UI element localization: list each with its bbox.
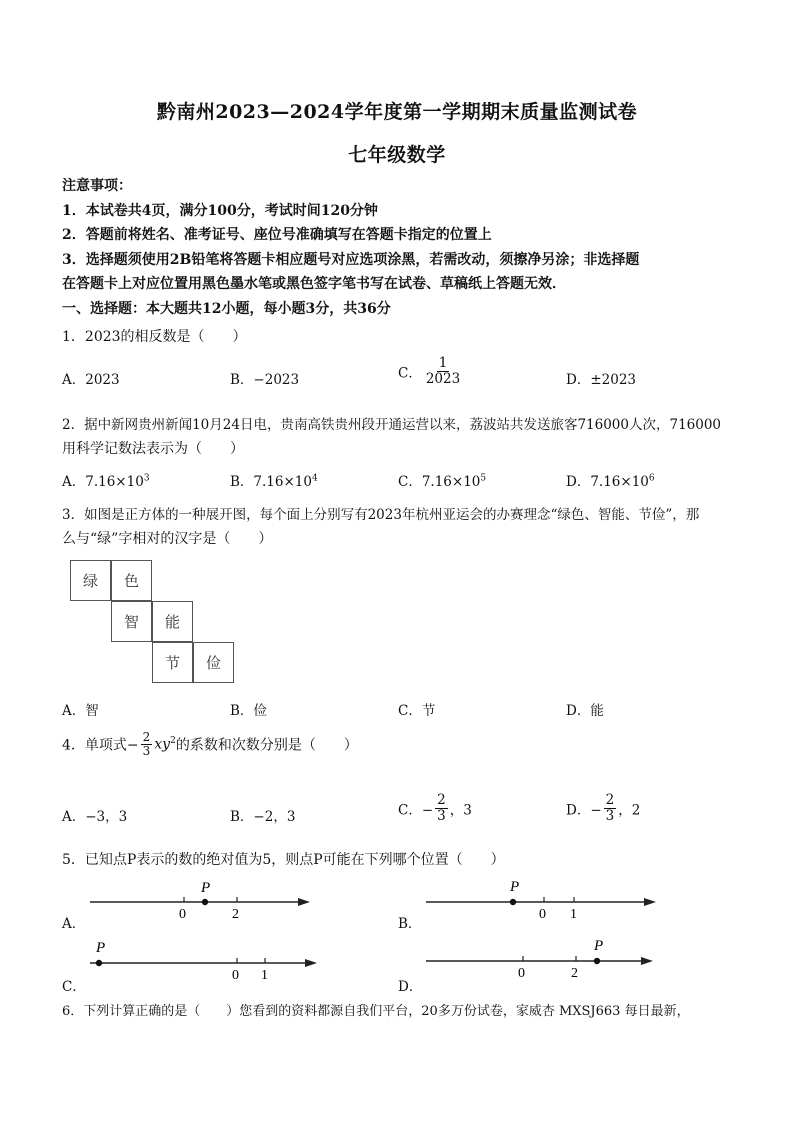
note-item-3-line-1: 3．选择题须使用2B铅笔将答题卡相应题号对应选项涂黑，若需改动，须擦净另涂；非选择题 xyxy=(62,252,640,268)
q3-option-a: A．智 xyxy=(62,703,99,719)
q4-option-d-tail: ，2 xyxy=(618,802,641,819)
q5-b-tick-0: 0 xyxy=(539,907,546,920)
q2-option-c-exponent: 5 xyxy=(480,473,487,484)
q4-stem-denominator: 3 xyxy=(142,744,151,759)
q4-option-c-denominator: 3 xyxy=(437,807,446,824)
q4-stem-fraction xyxy=(141,731,153,758)
note-item-2: 2．答题前将姓名、准考证号、座位号准确填写在答题卡指定的位置上 xyxy=(62,227,492,243)
q4-stem-variable: xy xyxy=(154,736,171,753)
q5-c-tick-1: 1 xyxy=(261,968,268,982)
cube-net-face-2: 色 xyxy=(111,560,152,601)
q3-stem-line-2: 么与“绿”字相对的汉字是（ ） xyxy=(62,531,273,547)
q5-d-tick-0: 0 xyxy=(518,966,525,980)
q2-option-d-exponent: 6 xyxy=(648,473,655,484)
q5-option-c-label: C． xyxy=(62,979,86,995)
q1-option-c-denominator: 2023 xyxy=(425,370,461,387)
section-1-heading: 一、选择题：本大题共12小题，每小题3分，共36分 xyxy=(62,301,391,317)
cube-net-figure xyxy=(70,560,240,686)
q5-option-a-number-line xyxy=(88,876,318,922)
q5-b-point-label: P xyxy=(510,879,520,895)
q3-option-b: B．俭 xyxy=(230,703,267,719)
q5-c-point-p xyxy=(96,960,102,966)
notes-heading: 注意事项： xyxy=(62,178,132,194)
q5-d-point-label: P xyxy=(594,938,604,954)
q5-c-tick-0: 0 xyxy=(232,968,239,982)
q4-option-c-numerator: 2 xyxy=(437,792,446,808)
q4-option-c xyxy=(398,793,472,824)
cube-net-face-6: 俭 xyxy=(193,642,234,683)
note-item-3-line-2: 在答题卡上对应位置用黑色墨水笔或黑色签字笔书写在试卷、草稿纸上答题无效． xyxy=(62,276,566,292)
q1-option-a: A．2023 xyxy=(62,372,120,388)
q2-stem-line-2: 用科学记数法表示为（ ） xyxy=(62,441,244,457)
q3-option-c: C．节 xyxy=(398,703,436,719)
q4-option-b: B．−2，3 xyxy=(230,809,296,825)
q4-stem xyxy=(62,731,358,758)
q5-a-point-p xyxy=(202,899,208,905)
q5-a-tick-0: 0 xyxy=(179,907,186,922)
exam-title: 黔南州2023—2024学年度第一学期期末质量监测试卷 xyxy=(156,101,638,123)
q5-a-point-label: P xyxy=(201,880,211,896)
q1-option-d: D．±2023 xyxy=(566,372,636,388)
q2-option-c-base: C．7.16×10 xyxy=(398,474,481,490)
q1-option-c xyxy=(398,356,464,387)
q2-stem-line-1: 2．据中新网贵州新闻10月24日电，贵南高铁贵州段开通运营以来，荔波站共发送旅客716000人次，716000 xyxy=(62,417,722,433)
cube-net-face-4: 能 xyxy=(152,601,193,642)
q4-option-c-tail: ，3 xyxy=(449,802,472,819)
q4-option-d-denominator: 3 xyxy=(605,807,615,824)
q5-d-point-p xyxy=(594,958,600,964)
q4-option-c-label: C．− xyxy=(398,802,434,819)
q2-option-a-base: A．7.16×10 xyxy=(62,474,144,490)
q6-stem: 6．下列计算正确的是（ ）您看到的资料都源自我们平台，20多万份试卷，家威杏 MXSJ663 每日最新， xyxy=(62,1004,690,1019)
q4-option-a: A．−3，3 xyxy=(62,809,128,825)
q2-option-c xyxy=(398,470,486,490)
q5-option-a-label: A． xyxy=(62,916,86,932)
exam-subtitle: 七年级数学 xyxy=(348,144,446,166)
q4-option-d-fraction xyxy=(604,793,617,824)
q1-option-c-fraction xyxy=(424,356,462,387)
q2-option-a-exponent: 3 xyxy=(143,473,150,484)
cube-net-face-5: 节 xyxy=(152,642,193,683)
q4-option-d-label: D．− xyxy=(566,802,602,819)
q5-option-c-number-line xyxy=(88,936,328,982)
q4-option-d xyxy=(566,793,640,824)
q2-option-b-base: B．7.16×10 xyxy=(230,474,312,490)
q2-option-a xyxy=(62,470,150,490)
q2-option-d xyxy=(566,470,655,490)
cube-net-face-1: 绿 xyxy=(70,560,111,601)
q5-option-d-label: D． xyxy=(398,979,423,995)
cube-net-face-3: 智 xyxy=(111,601,152,642)
q5-option-b-label: B． xyxy=(398,916,422,932)
q5-a-tick-2: 2 xyxy=(232,907,239,922)
q3-stem-line-1: 3．如图是正方体的一种展开图，每个面上分别写有2023年杭州亚运会的办赛理念“绿色、智能、节俭”，那 xyxy=(62,507,700,523)
q2-option-b xyxy=(230,470,318,490)
q4-stem-suffix: 的系数和次数分别是（ ） xyxy=(175,737,358,754)
q1-option-c-label: C． xyxy=(398,365,422,382)
q1-stem: 1．2023的相反数是（ ） xyxy=(62,329,247,345)
q5-stem: 5．已知点P表示的数的绝对值为5，则点P可能在下列哪个位置（ ） xyxy=(62,852,505,868)
q4-option-c-fraction xyxy=(435,793,448,824)
q1-option-b: B．−2023 xyxy=(230,372,300,388)
q2-option-d-base: D．7.16×10 xyxy=(566,474,649,490)
q5-d-tick-2: 2 xyxy=(571,966,578,980)
q4-stem-exponent: 2 xyxy=(170,736,176,747)
q4-stem-prefix: 4．单项式− xyxy=(62,737,139,754)
q5-b-point-p xyxy=(510,899,516,905)
q5-option-b-number-line xyxy=(424,874,664,920)
q3-option-d: D．能 xyxy=(566,703,604,719)
q5-b-tick-1: 1 xyxy=(570,907,577,920)
q4-option-d-numerator: 2 xyxy=(605,792,615,808)
q2-option-b-exponent: 4 xyxy=(311,473,318,484)
q5-option-d-number-line xyxy=(424,934,664,980)
q1-option-c-numerator: 1 xyxy=(438,355,448,371)
q5-c-point-label: P xyxy=(96,940,106,956)
note-item-1: 1．本试卷共4页，满分100分，考试时间120分钟 xyxy=(62,203,378,219)
q4-stem-numerator: 2 xyxy=(142,730,151,744)
